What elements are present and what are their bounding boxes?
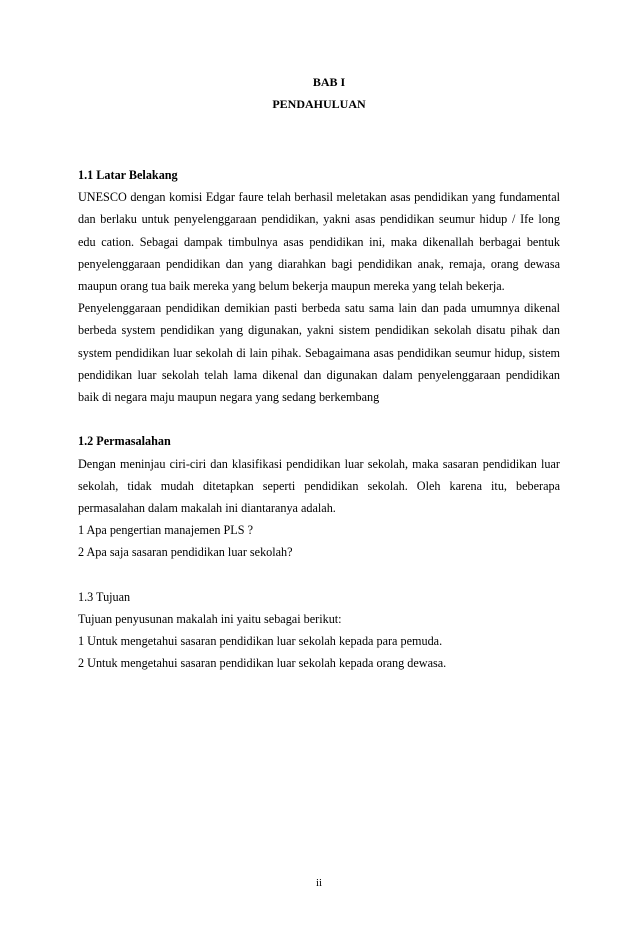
section-title-tujuan: 1.3 Tujuan — [78, 589, 131, 604]
paragraph-latar-belakang-1: UNESCO dengan komisi Edgar faure telah berhasil meletakan asas pendidikan yang fundamental dan berlaku untuk penyelenggaraan pendidikan, yakni asas pendidikan seumur hidup / Ife long edu cation. Sebagai dampak timbulnya asas pendidikan ini, maka dikenallah berbagai bentuk penyelenggaraan pendidikan dan yang diarahkan bagi pendidikan anak, remaja, orang dewasa maupun orang tua baik mereka yang belum bekerja maupun mereka yang telah bekerja. — [78, 190, 560, 294]
page-number: ii — [315, 877, 323, 889]
document-body — [78, 164, 560, 675]
section-title-latar-belakang: 1.1 Latar Belakang — [78, 168, 178, 182]
spacer — [78, 408, 560, 430]
paragraph-permasalahan: Dengan meninjau ciri-ciri dan klasifikasi pendidikan luar sekolah, maka sasaran pendidikan luar sekolah, tidak mudah ditetapkan seperti pendidikan sekolah. Oleh karena itu, beberapa permasalahan dalam makalah ini diantaranya adalah. — [78, 456, 560, 516]
list-item: 2 Untuk mengetahui sasaran pendidikan luar sekolah kepada orang dewasa. — [78, 656, 447, 671]
chapter-title: PENDAHULUAN — [272, 97, 366, 111]
chapter-number: BAB I — [312, 75, 346, 89]
list-item: 1 Untuk mengetahui sasaran pendidikan luar sekolah kepada para pemuda. — [78, 634, 443, 649]
paragraph-latar-belakang-2: Penyelenggaraan pendidikan demikian pasti berbeda satu sama lain dan pada umumnya dikenal berbeda system pendidikan yang digunakan, yakni sistem pendidikan sekolah disatu pihak dan system pendidikan luar sekolah di lain pihak. Sebagaimana asas pendidikan seumur hidup, sistem pendidikan luar sekolah telah lama dikenal dan digunakan dalam penyelenggaraan pendidikan baik di negara maju maupun negara yang sedang berkembang — [78, 301, 560, 405]
paragraph-tujuan-intro: Tujuan penyusunan makalah ini yaitu sebagai berikut: — [78, 612, 342, 627]
list-item: 1 Apa pengertian manajemen PLS ? — [78, 523, 253, 538]
spacer — [78, 564, 560, 586]
list-item: 2 Apa saja sasaran pendidikan luar sekolah? — [78, 545, 293, 560]
section-title-permasalahan: 1.2 Permasalahan — [78, 434, 171, 449]
